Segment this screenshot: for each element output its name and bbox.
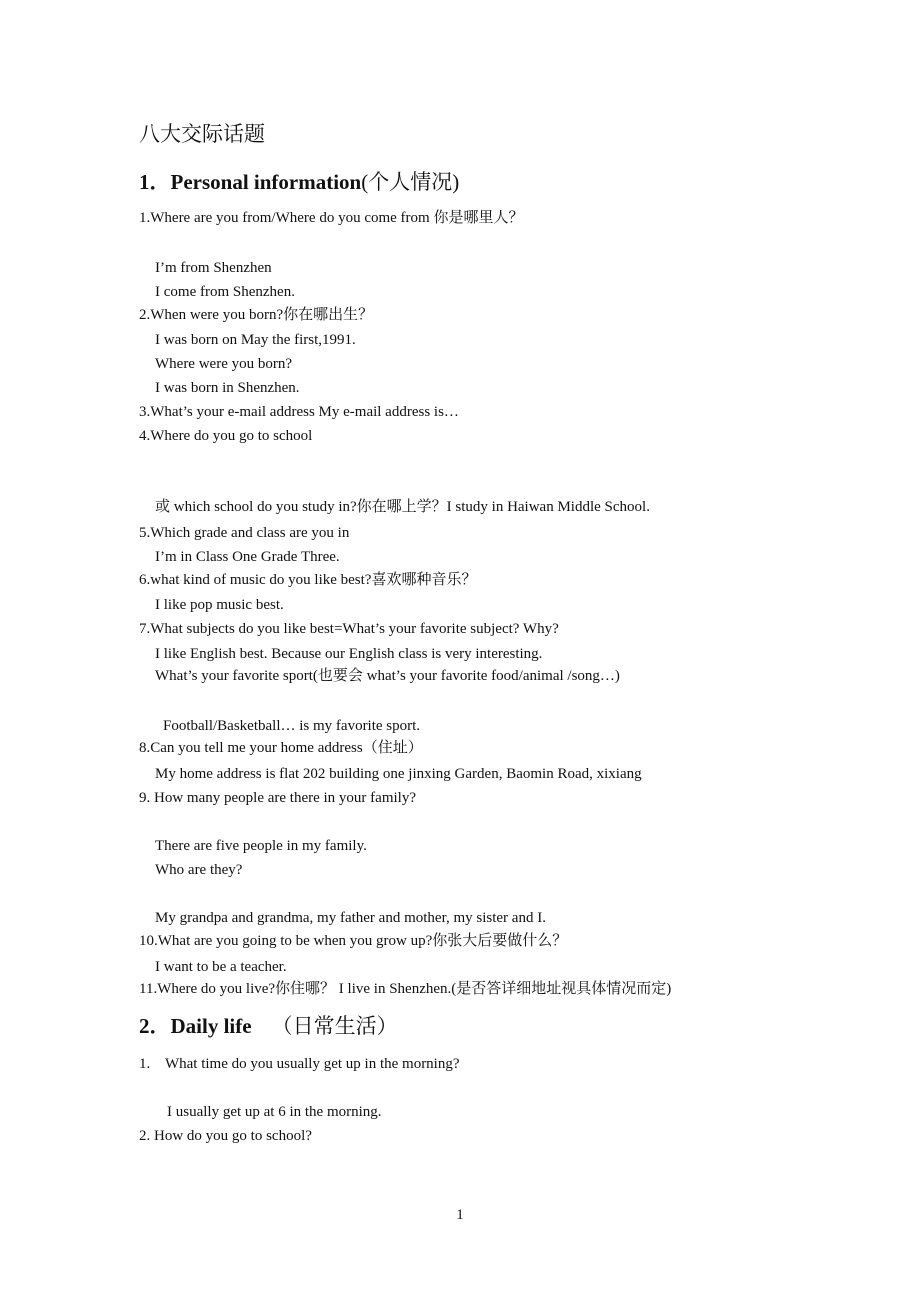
question-4: 4.Where do you go to school	[139, 428, 313, 444]
answer-line: I was born in Shenzhen.	[155, 380, 300, 396]
answer-line: I want to be a teacher.	[155, 959, 287, 975]
answer-line: My grandpa and grandma, my father and mother, my sister and I.	[155, 910, 546, 926]
answer-line: I’m from Shenzhen	[155, 260, 272, 276]
section-1-title: 1．Personal information	[139, 170, 362, 194]
page-number: 1	[456, 1207, 464, 1223]
section-1-heading	[139, 169, 459, 195]
answer-line: My home address is flat 202 building one jinxing Garden, Baomin Road, xixiang	[155, 766, 642, 782]
answer-line: I like English best. Because our English class is very interesting.	[155, 646, 543, 662]
question-3: 3.What’s your e-mail address My e-mail address is…	[139, 404, 459, 420]
question-5: 5.Which grade and class are you in	[139, 525, 350, 541]
section-2-heading	[139, 1013, 398, 1039]
answer-line: What’s your favorite sport(也要会 what’s your favorite food/animal /song…)	[155, 668, 620, 684]
question-1: 1. What time do you usually get up in the morning?	[139, 1056, 460, 1072]
question-11: 11.Where do you live?你住哪？ I live in Shenzhen.(是否答详细地址视具体情况而定)	[139, 981, 672, 997]
answer-line: I usually get up at 6 in the morning.	[167, 1104, 382, 1120]
answer-line: I like pop music best.	[155, 597, 284, 613]
document-title: 八大交际话题	[139, 122, 265, 146]
question-9: 9. How many people are there in your family?	[139, 790, 416, 806]
section-2-title-cn: （日常生活）	[271, 1014, 398, 1038]
answer-line: I’m in Class One Grade Three.	[155, 549, 340, 565]
section-2-title: 2．Daily life	[139, 1014, 252, 1038]
question-7: 7.What subjects do you like best=What’s your favorite subject? Why?	[139, 621, 559, 637]
question-8: 8.Can you tell me your home address（住址）	[139, 740, 423, 756]
answer-line: Where were you born?	[155, 356, 293, 372]
question-2: 2.When were you born?你在哪出生？	[139, 307, 374, 323]
answer-line: I was born on May the first,1991.	[155, 332, 356, 348]
answer-line: There are five people in my family.	[155, 838, 367, 854]
question-1: 1.Where are you from/Where do you come from 你是哪里人？	[139, 210, 524, 226]
answer-line: Who are they?	[155, 862, 243, 878]
section-1-title-cn: (个人情况)	[361, 170, 460, 194]
question-10: 10.What are you going to be when you grow up?你张大后要做什么？	[139, 933, 568, 949]
answer-line: I come from Shenzhen.	[155, 284, 295, 300]
answer-line: 或 which school do you study in?你在哪上学？I study in Haiwan Middle School.	[155, 499, 650, 515]
answer-line: Football/Basketball… is my favorite sport.	[163, 718, 421, 734]
question-2: 2. How do you go to school?	[139, 1128, 312, 1144]
question-6: 6.what kind of music do you like best?喜欢哪种音乐？	[139, 572, 477, 588]
